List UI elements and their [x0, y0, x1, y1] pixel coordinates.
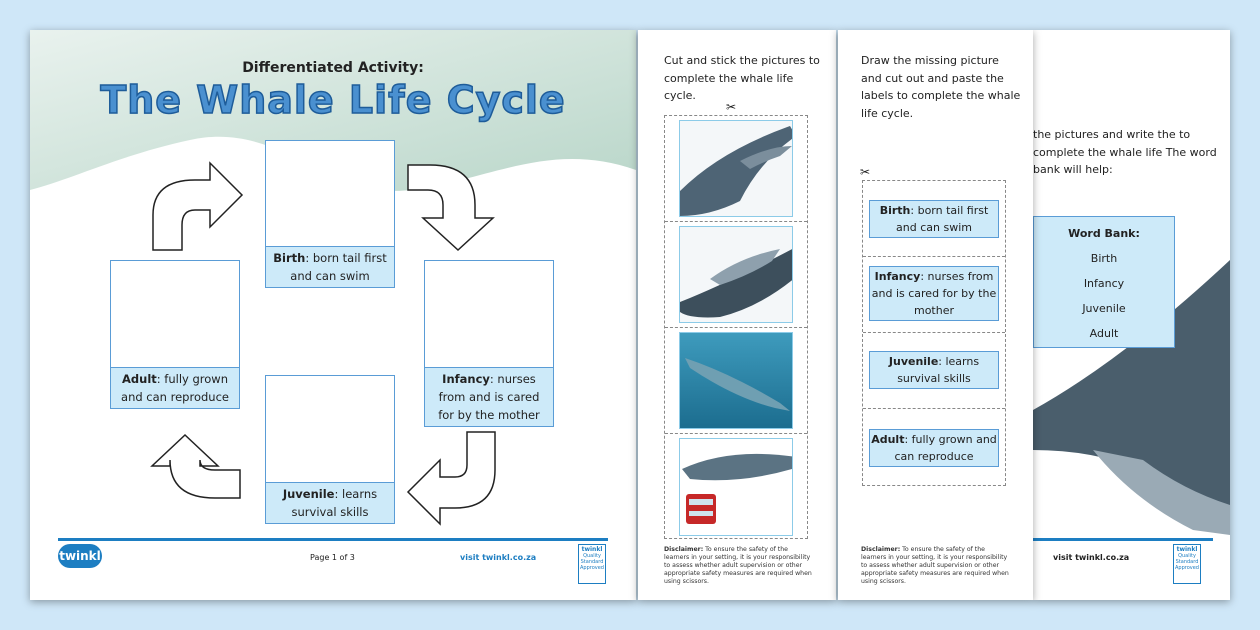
- worksheet-page-2: [638, 30, 836, 600]
- stage-label-birth: Birth: born tail first and can swim: [266, 246, 394, 287]
- label-cell[interactable]: Birth: born tail first and can swim: [863, 181, 1005, 257]
- subtitle: Differentiated Activity:: [242, 60, 424, 76]
- disclaimer: Disclaimer: To ensure the safety of the learners in your setting, it is your responsibility to assess whether adult supervision or other appropriate safety measures are required when using scissors.: [664, 546, 812, 585]
- label-strip: [862, 180, 1006, 486]
- arrow-icon: [408, 432, 495, 524]
- instructions: the pictures and write the to complete the whale life The word bank will help:: [1033, 128, 1217, 176]
- disclaimer: Disclaimer: To ensure the safety of the learners in your setting, it is your responsibility to assess whether adult supervision or other appropriate safety measures are required when using scissors.: [861, 546, 1009, 585]
- worksheet-page-4: [1033, 30, 1230, 600]
- cycle-arrows: [30, 30, 636, 550]
- quality-badge: twinkl Quality Standard Approved: [578, 544, 606, 584]
- scissors-icon: ✂: [860, 165, 871, 179]
- label-cell[interactable]: Adult: fully grown and can reproduce: [863, 409, 1005, 487]
- worksheet-page-1: [30, 30, 636, 600]
- page-title: The Whale Life Cycle: [100, 78, 566, 122]
- instructions: Cut and stick the pictures to complete the whale life cycle.: [664, 54, 820, 102]
- picture-cell[interactable]: [665, 222, 807, 328]
- word-bank: [1033, 216, 1175, 348]
- word-bank-item: Birth: [1090, 252, 1118, 265]
- word-bank-item: Juvenile: [1082, 302, 1126, 315]
- arrow-icon: [408, 165, 493, 250]
- picture-strip: [664, 115, 808, 539]
- arrow-icon: [153, 163, 242, 250]
- footer-divider: [58, 538, 608, 541]
- scissors-icon: ✂: [726, 100, 737, 114]
- word-bank-item: Adult: [1089, 327, 1119, 340]
- label-cell[interactable]: Infancy: nurses from and is cared for by the mother: [863, 257, 1005, 333]
- picture-cell[interactable]: [665, 328, 807, 434]
- twinkl-logo[interactable]: twinkl: [58, 544, 102, 568]
- arrow-icon: [152, 435, 240, 498]
- stage-label-infancy: Infancy: nurses from and is cared for by the mother: [425, 367, 553, 426]
- footer-divider: [1033, 538, 1213, 541]
- quality-badge: twinkl Quality Standard Approved: [1173, 544, 1201, 584]
- word-bank-item: Infancy: [1083, 277, 1125, 290]
- website-link[interactable]: visit twinkl.co.za: [1053, 553, 1130, 562]
- page-number: Page 1 of 3: [310, 553, 355, 562]
- stage-label-juvenile: Juvenile: learns survival skills: [266, 482, 394, 523]
- worksheet-page-3: [838, 30, 1033, 600]
- picture-cell[interactable]: [665, 434, 807, 540]
- website-link[interactable]: visit twinkl.co.za: [460, 553, 537, 562]
- bus-icon: [686, 494, 716, 524]
- label-cell[interactable]: Juvenile: learns survival skills: [863, 333, 1005, 409]
- stage-label-adult: Adult: fully grown and can reproduce: [111, 367, 239, 408]
- word-bank-title: Word Bank:: [1068, 227, 1140, 240]
- instructions: Draw the missing picture and cut out and paste the labels to complete the whale life cycle.: [861, 54, 1021, 120]
- picture-cell[interactable]: [665, 116, 807, 222]
